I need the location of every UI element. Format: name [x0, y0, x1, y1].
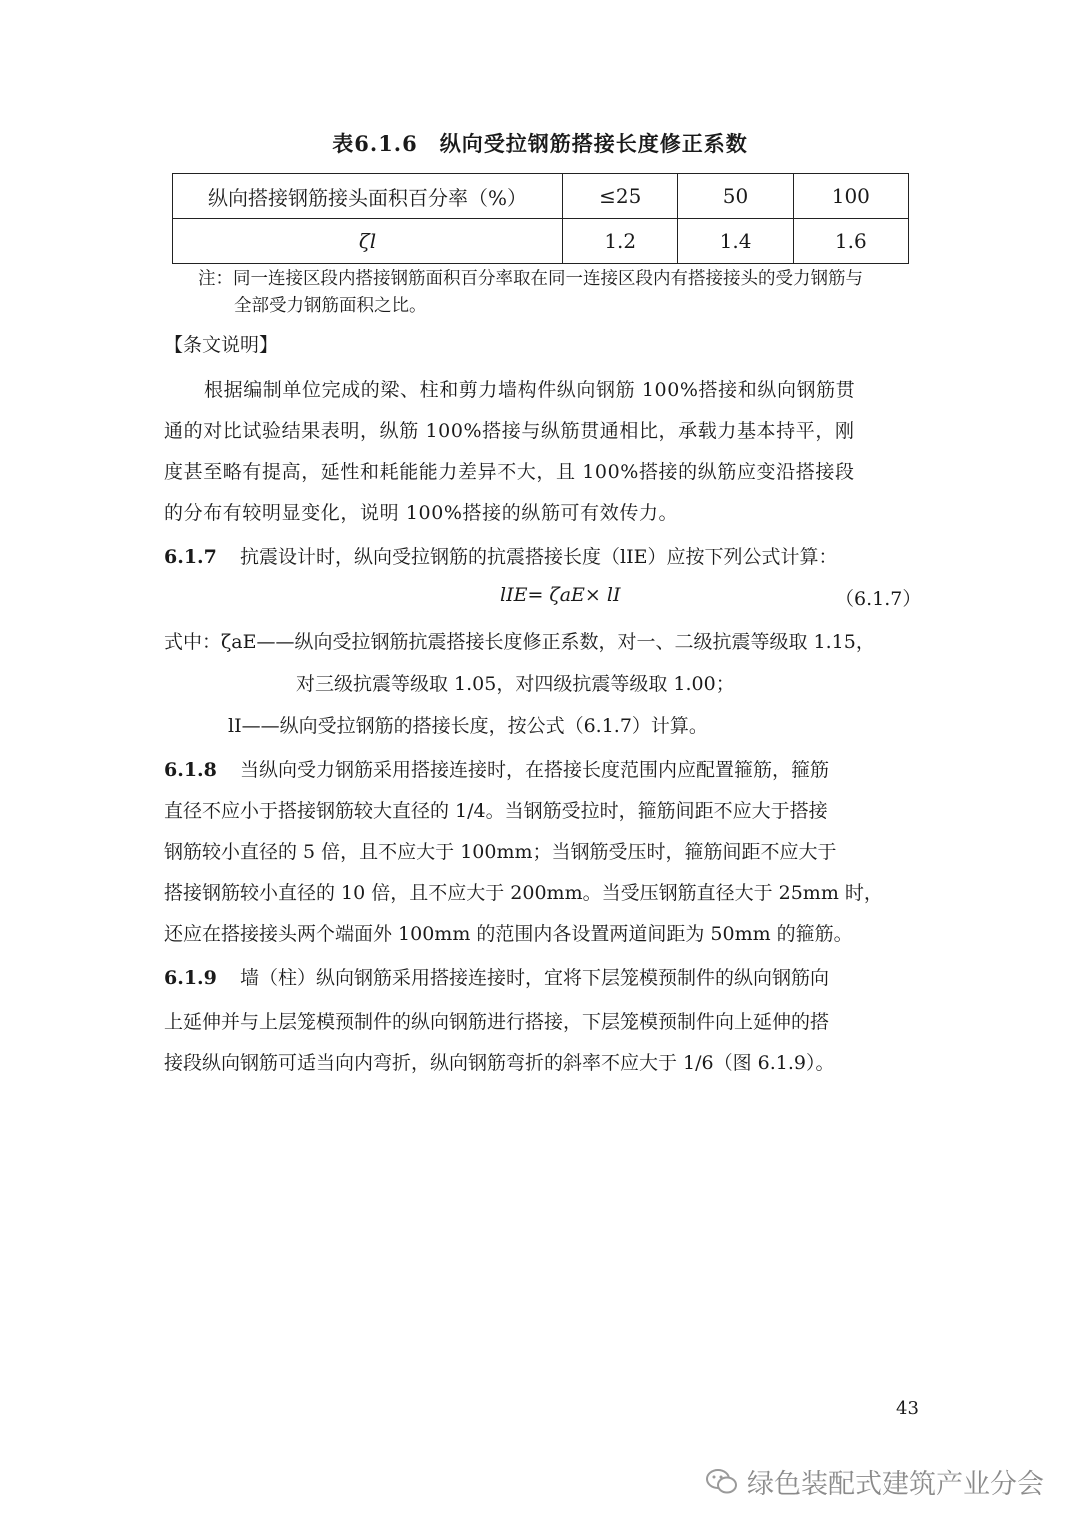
table-cell: ζl [173, 219, 563, 264]
clause-6-1-9 [164, 963, 918, 990]
table-cell: 1.2 [563, 219, 678, 264]
clause-number: 6.1.9 [164, 967, 217, 989]
table-cell: 纵向搭接钢筋接头面积百分率（%） [173, 174, 563, 219]
clause-text: 当纵向受力钢筋采用搭接连接时，在搭接长度范围内应配置箍筋，箍筋 [240, 759, 830, 781]
page-number: 43 [896, 1398, 919, 1419]
where-line: 对三级抗震等级取 1.05，对四级抗震等级取 1.00； [296, 673, 735, 695]
explanation-heading: 【条文说明】 [164, 334, 279, 356]
where-line: lI——纵向受拉钢筋的搭接长度，按公式（6.1.7）计算。 [228, 715, 708, 737]
paragraph-line: 接段纵向钢筋可适当向内弯折，纵向钢筋弯折的斜率不应大于 1/6（图 6.1.9）。 [164, 1052, 835, 1074]
note-line: 全部受力钢筋面积之比。 [234, 296, 427, 316]
paragraph-line: 的分布有较明显变化，说明 100%搭接的纵筋可有效传力。 [164, 502, 679, 524]
wechat-icon [705, 1467, 739, 1504]
paragraph-line: 直径不应小于搭接钢筋较大直径的 1/4。当钢筋受拉时，箍筋间距不应大于搭接 [164, 800, 828, 822]
clause-text: 抗震设计时，纵向受拉钢筋的抗震搭接长度（lIE）应按下列公式计算： [240, 546, 838, 568]
table-note [198, 266, 918, 320]
table-cell: 100 [793, 174, 908, 219]
table-header-row [173, 174, 909, 219]
watermark-text: 绿色装配式建筑产业分会 [747, 1469, 1044, 1500]
coefficient-table [172, 173, 909, 264]
watermark [705, 1462, 1044, 1504]
clause-number: 6.1.8 [164, 759, 217, 781]
clause-6-1-7 [164, 542, 918, 569]
paragraph-line: 搭接钢筋较小直径的 10 倍，且不应大于 200mm。当受压钢筋直径大于 25mm 时， [164, 882, 883, 904]
formula-number: （6.1.7） [835, 588, 922, 610]
note-line: 注：同一连接区段内搭接钢筋面积百分率取在同一连接区段内有搭接接头的受力钢筋与 [198, 269, 863, 289]
clause-6-1-8 [164, 755, 918, 782]
table-cell: 1.4 [678, 219, 793, 264]
formula: lIE= ζaE× lI [500, 584, 621, 606]
table-cell: ≤25 [563, 174, 678, 219]
paragraph-line: 上延伸并与上层笼模预制件的纵向钢筋进行搭接，下层笼模预制件向上延伸的搭 [164, 1011, 830, 1033]
table-cell: 50 [678, 174, 793, 219]
clause-text: 墙（柱）纵向钢筋采用搭接连接时，宜将下层笼模预制件的纵向钢筋向 [240, 967, 830, 989]
table-row [173, 219, 909, 264]
paragraph-line: 通的对比试验结果表明，纵筋 100%搭接与纵筋贯通相比，承载力基本持平，刚 [164, 420, 855, 442]
paragraph-line: 根据编制单位完成的梁、柱和剪力墙构件纵向钢筋 100%搭接和纵向钢筋贯 [204, 379, 856, 401]
paragraph-line: 还应在搭接接头两个端面外 100mm 的范围内各设置两道间距为 50mm 的箍筋。 [164, 923, 853, 945]
where-line: 式中：ζaE——纵向受拉钢筋抗震搭接长度修正系数，对一、二级抗震等级取 1.15， [164, 631, 875, 653]
clause-number: 6.1.7 [164, 546, 217, 568]
table-cell: 1.6 [793, 219, 908, 264]
paragraph-line: 度甚至略有提高，延性和耗能能力差异不大，且 100%搭接的纵筋应变沿搭接段 [164, 461, 855, 483]
table-title: 表6.1.6 纵向受拉钢筋搭接长度修正系数 [332, 131, 748, 156]
paragraph-line: 钢筋较小直径的 5 倍，且不应大于 100mm；当钢筋受压时，箍筋间距不应大于 [164, 841, 837, 863]
